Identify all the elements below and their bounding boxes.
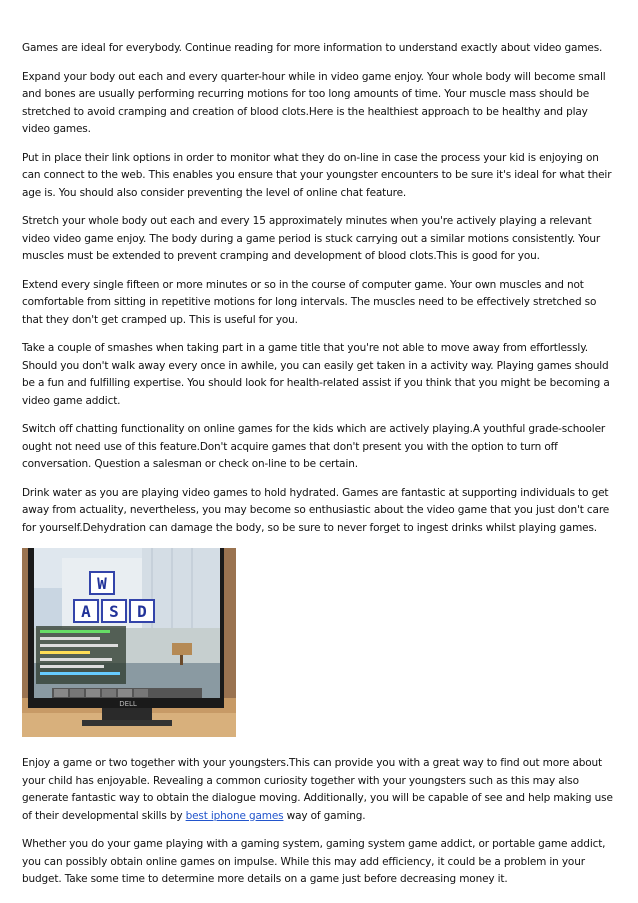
- paragraph-with-link: [22, 755, 618, 825]
- paragraph-3: Put in place their link options in order to monitor what they do on-line in case the process your kid is enjoying on can connect to the web. This enables you ensure that your youngster encounters to be sure it's ideal for what their age is. You should also consider preventing the level of online chat feature.: [22, 151, 612, 199]
- key-w-text: W: [97, 574, 107, 593]
- paragraph-5: Extend every single fifteen or more minutes or so in the course of computer game. Your own muscles and not comfortable from sitting in repetitive motions for long intervals. The muscles need to be effectively stretched so that they don't get cramped up. This is useful for you.: [22, 278, 597, 326]
- paragraph-last: Whether you do your game playing with a gaming system, gaming system game addict, or portable game addict, you can possibly obtain online games on impulse. While this may add efficiency, it could be a problem in your budget. Take some time to determine more details on a game just before decreasing money it.: [22, 838, 606, 885]
- monitor-brand-text: DELL: [119, 700, 137, 708]
- link-paragraph-before: Enjoy a game or two together with your youngsters.This can provide you with a great way to find out more about your child has enjoyable. Revealing a common curiosity together with your youngsters such as this may also generate fantastic way to obtain the dialogue moving. Additionally, you will be capable of see and help making use of their developmental skills by: [22, 757, 613, 822]
- paragraph-6: Take a couple of smashes when taking part in a game title that you're not able to move away from effortlessly. Should you don't walk away every once in awhile, you can easily get taken in a activity way. Playing games should be a fun and fulfilling expertise. You should look for health-related assist if you think that you might be becoming a video game addict.: [22, 342, 610, 407]
- link-paragraph-after: way of gaming.: [283, 809, 366, 822]
- paragraph-7: Switch off chatting functionality on online games for the kids which are actively playing.A youthful grade-schooler ought not need use of this feature.Don't acquire games that don't present you with the option to turn off conversation. Question a salesman or check on-line to be certain.: [22, 423, 606, 470]
- minecraft-monitor-image: [22, 548, 236, 737]
- paragraph-8: Drink water as you are playing video games to hold hydrated. Games are fantastic at supporting individuals to get away from actuality, nevertheless, you may become so enthusiastic about the video game that you just don't care for yourself.Dehydration can damage the body, so be sure to never forget to ingest drinks whilst playing games.: [22, 486, 610, 534]
- article: [22, 40, 618, 900]
- paragraph-4: Stretch your whole body out each and every 15 approximately minutes when you're actively playing a relevant video video game enjoy. The body during a game period is stuck carrying out a similar motions consistently. Your muscles must be extended to prevent cramping and development of blood clots.This is good for you.: [22, 215, 601, 262]
- best-iphone-games-link[interactable]: best iphone games: [185, 809, 284, 822]
- key-a-text: A: [81, 602, 91, 621]
- key-d-text: D: [137, 602, 147, 621]
- paragraph-1: Games are ideal for everybody. Continue reading for more information to understand exactly about video games.: [22, 42, 603, 54]
- key-s-text: S: [109, 602, 119, 621]
- paragraph-2: Expand your body out each and every quarter-hour while in video game enjoy. Your whole body will become small and bones are usually performing recurring motions for too long amounts of time. Your muscle mass should be stretched to avoid cramping and creation of blood clots.Here is the healthiest approach to be healthy and play video games.: [22, 70, 606, 135]
- game-screen-photo: [22, 548, 236, 737]
